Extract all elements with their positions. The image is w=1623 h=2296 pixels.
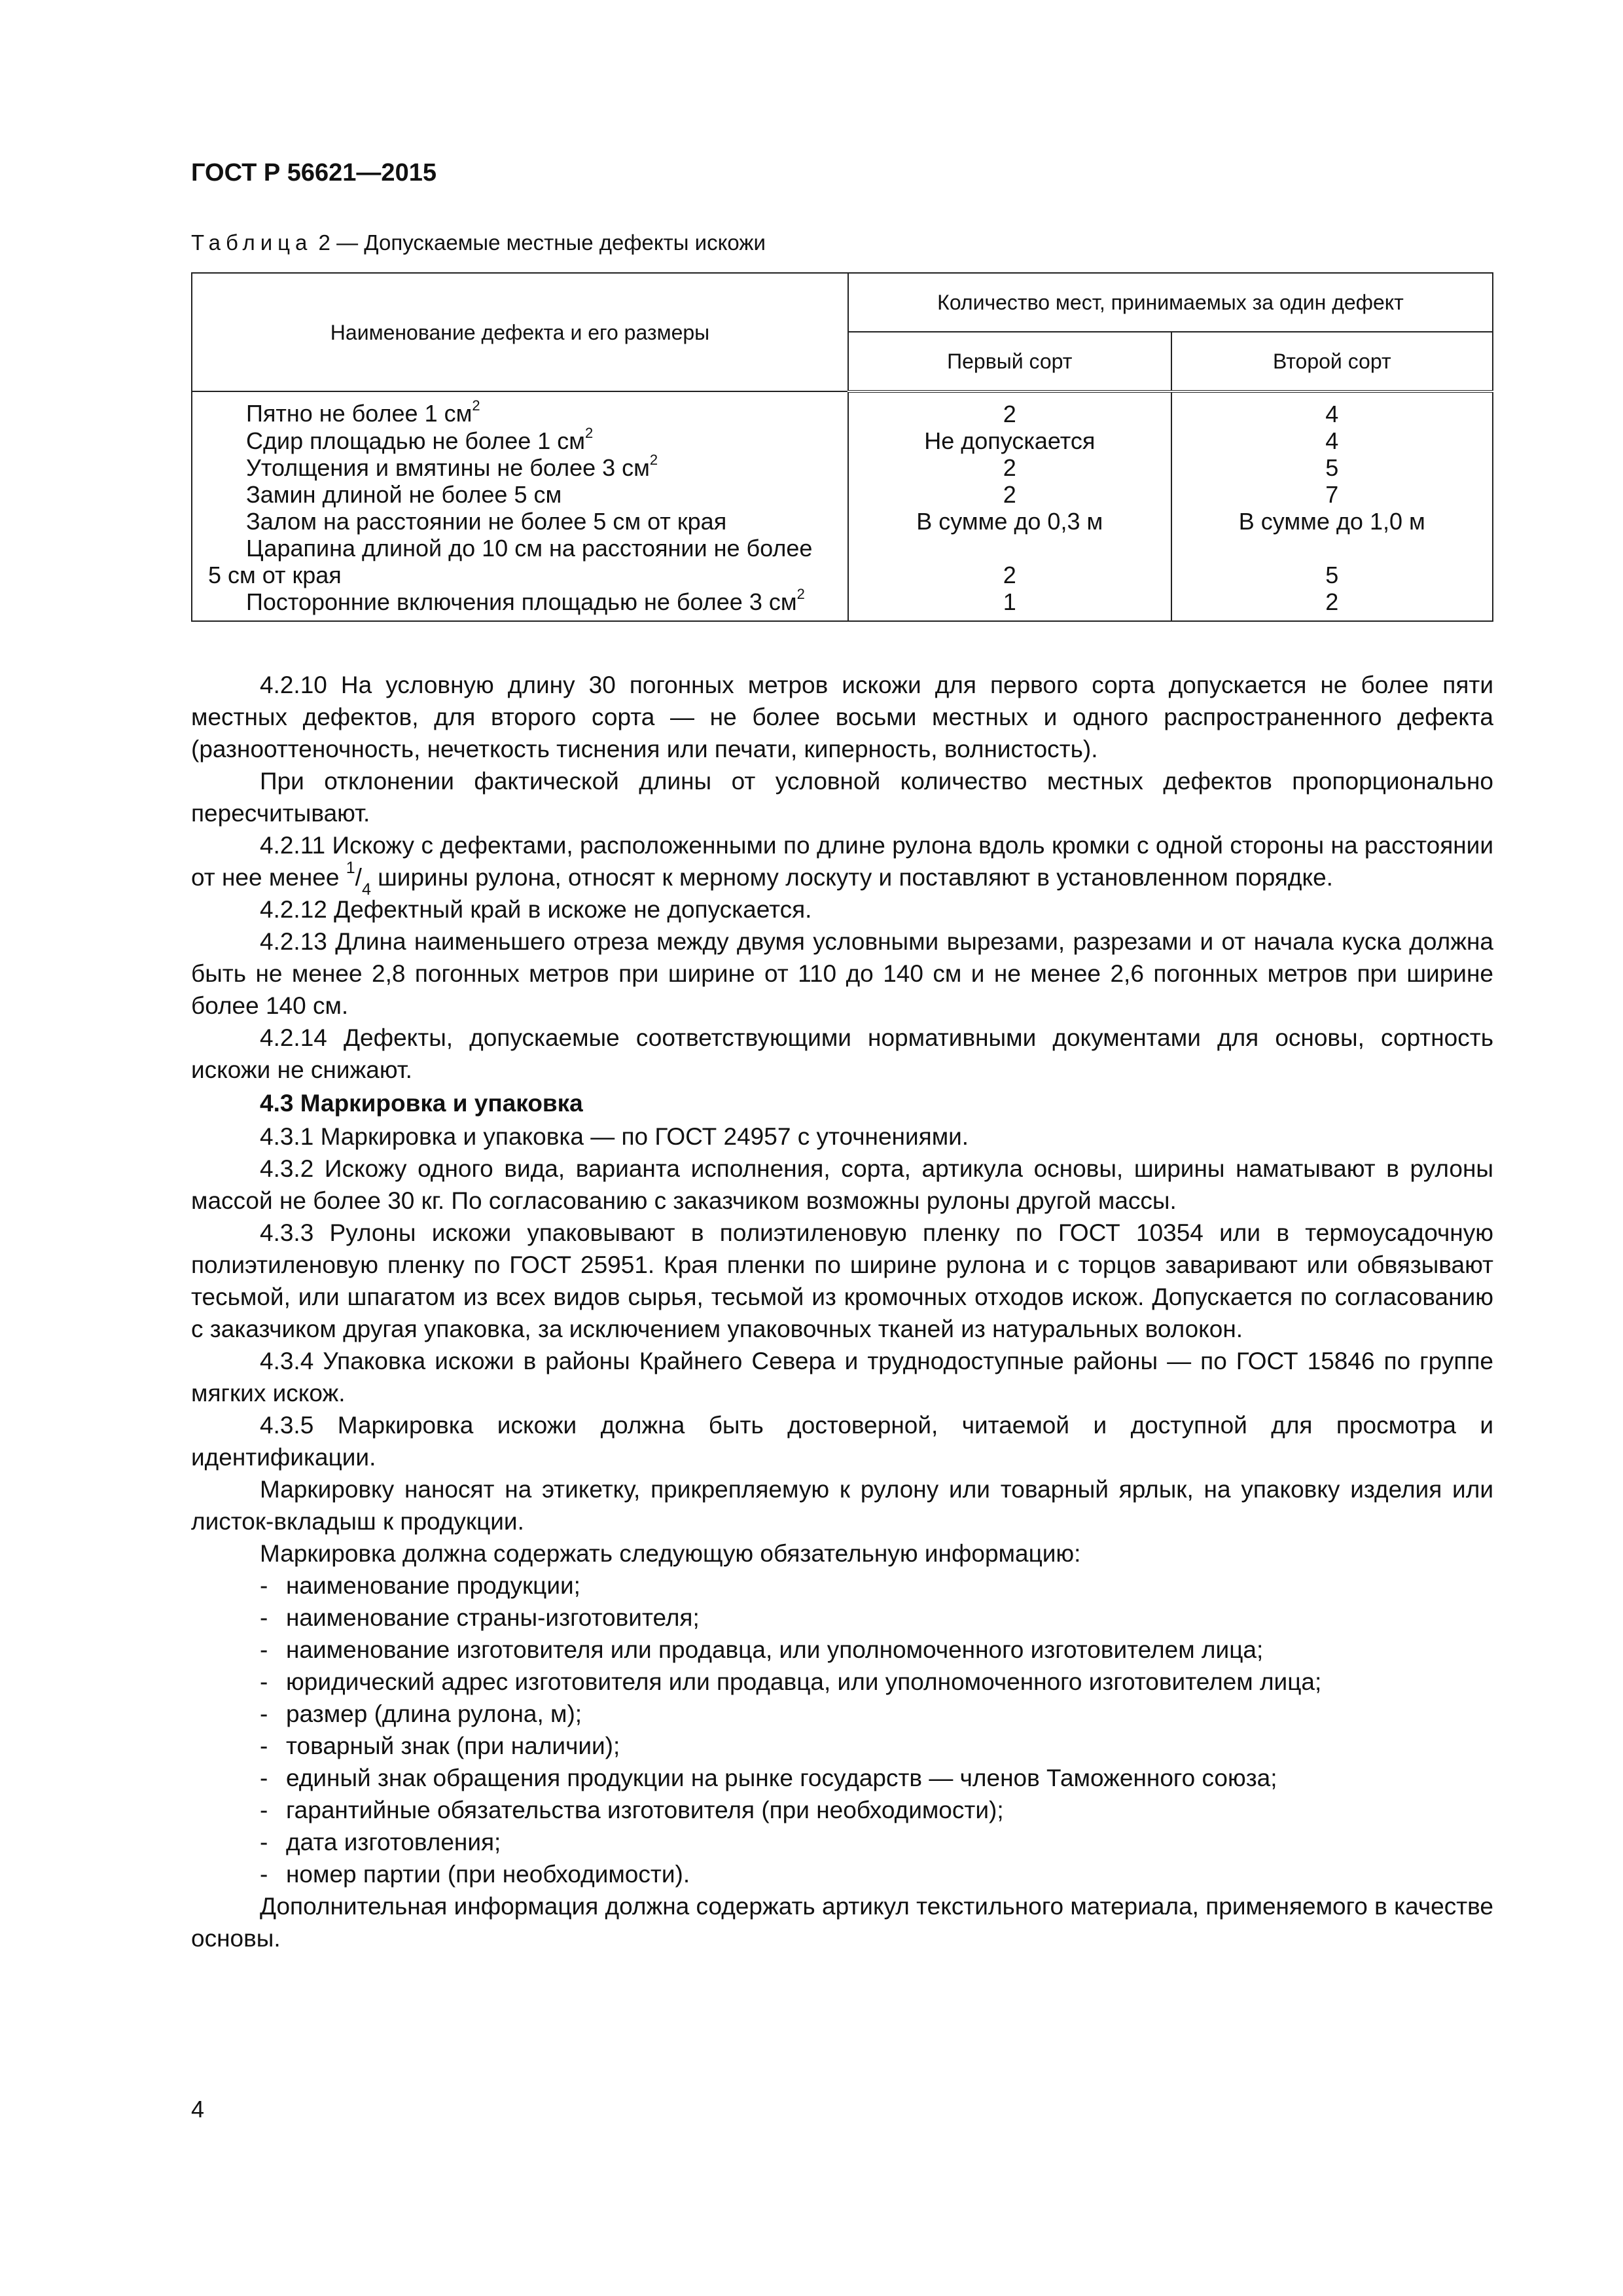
table-caption-word: Таблица bbox=[191, 230, 313, 255]
defect-name-cell: Замин длиной не более 5 см bbox=[192, 481, 848, 508]
second-grade-cell bbox=[1171, 535, 1493, 588]
table-row bbox=[192, 508, 1493, 535]
defect-name: Сдир площадью не более 1 см bbox=[246, 427, 586, 454]
fraction-one-quarter bbox=[346, 858, 371, 899]
paragraph-additional-info: Дополнительная информация должна содержать артикул текстильного материала, применяемого в качестве основы. bbox=[191, 1893, 1493, 1952]
second-grade-cell: В сумме до 1,0 м bbox=[1171, 508, 1493, 535]
paragraph-4-3-5: 4.3.5 Маркировка искожи должна быть достоверной, читаемой и доступной для просмотра и идентификации. bbox=[191, 1412, 1493, 1471]
defects-table bbox=[191, 272, 1493, 622]
body-text bbox=[191, 669, 1493, 1954]
list-dash: - bbox=[260, 1829, 268, 1856]
paragraph-4-2-11 bbox=[191, 829, 1493, 899]
list-item-text: гарантийные обязательства изготовителя (при необходимости); bbox=[286, 1797, 1004, 1823]
list-dash: - bbox=[260, 1861, 268, 1888]
list-item bbox=[191, 1570, 1493, 1602]
list-item-text: размер (длина рулона, м); bbox=[286, 1700, 582, 1727]
list-item-text: наименование продукции; bbox=[286, 1572, 580, 1599]
paragraph-4-3-1: 4.3.1 Маркировка и упаковка — по ГОСТ 24957 с уточнениями. bbox=[260, 1123, 969, 1150]
table-row bbox=[192, 535, 1493, 588]
second-grade-cell: 4 bbox=[1171, 427, 1493, 454]
table-row bbox=[192, 454, 1493, 481]
defect-name-cell bbox=[192, 454, 848, 481]
list-dash: - bbox=[260, 1700, 268, 1727]
table-row bbox=[192, 391, 1493, 427]
paragraph-text: 4.2.11 Искожу с дефектами, расположенными по длине рулона вдоль кромки с одной стороны на расстоянии от нее менее bbox=[191, 832, 1493, 891]
table-row bbox=[192, 588, 1493, 621]
table-row bbox=[192, 481, 1493, 508]
list-dash: - bbox=[260, 1636, 268, 1663]
list-item-text: юридический адрес изготовителя или продавца, или уполномоченного изготовителем лица; bbox=[286, 1668, 1322, 1695]
superscript: 2 bbox=[796, 586, 805, 602]
list-item bbox=[191, 1762, 1493, 1794]
first-grade-cell bbox=[848, 535, 1171, 588]
first-grade-cell: 2 bbox=[848, 481, 1171, 508]
list-dash: - bbox=[260, 1732, 268, 1759]
first-grade-cell: В сумме до 0,3 м bbox=[848, 508, 1171, 535]
superscript: 2 bbox=[585, 425, 594, 441]
fraction-denominator: 4 bbox=[361, 880, 371, 899]
list-item-text: номер партии (при необходимости). bbox=[286, 1861, 690, 1888]
paragraph-4-3-3: 4.3.3 Рулоны искожи упаковывают в полиэтиленовую пленку по ГОСТ 10354 или в термоусадочную полиэтиленовую пленку по ГОСТ 25951. Края пленки по ширине рулона и с торцов заваривают или обвязывают тесьмой, или шпагатом из всех видов сырья, тесьмой из кромочных отходов искож. Допускается по согласованию с заказчиком другая упаковка, за исключением упаковочных тканей из натуральных волокон. bbox=[191, 1219, 1493, 1342]
paragraph-4-2-13: 4.2.13 Длина наименьшего отреза между двумя условными вырезами, разрезами и от начала куска должна быть не менее 2,8 погонных метров при ширине от 110 до 140 см и не менее 2,6 погонных метров при ширине более 140 см. bbox=[191, 928, 1493, 1019]
list-item bbox=[191, 1698, 1493, 1730]
second-grade-cell: 4 bbox=[1171, 391, 1493, 427]
superscript: 2 bbox=[649, 452, 658, 468]
list-item bbox=[191, 1730, 1493, 1762]
table-caption-text: 2 — Допускаемые местные дефекты искожи bbox=[312, 230, 766, 255]
list-item bbox=[191, 1826, 1493, 1858]
column-header-defect-name: Наименование дефекта и его размеры bbox=[192, 273, 848, 391]
first-grade-cell: 1 bbox=[848, 588, 1171, 621]
paragraph-label-placement: Маркировку наносят на этикетку, прикрепляемую к рулону или товарный ярлык, на упаковку изделия или листок-вкладыш к продукции. bbox=[191, 1476, 1493, 1535]
list-item bbox=[191, 1858, 1493, 1890]
paragraph-4-3-4: 4.3.4 Упаковка искожи в районы Крайнего Севера и труднодоступные районы — по ГОСТ 15846 по группе мягких искож. bbox=[191, 1348, 1493, 1407]
list-item-text: дата изготовления; bbox=[286, 1829, 501, 1856]
list-dash: - bbox=[260, 1572, 268, 1599]
superscript: 2 bbox=[472, 397, 480, 414]
paragraph-required-info: Маркировка должна содержать следующую обязательную информацию: bbox=[260, 1540, 1081, 1567]
table-row bbox=[192, 427, 1493, 454]
column-header-count-group: Количество мест, принимаемых за один дефект bbox=[848, 273, 1493, 332]
second-grade-cell: 2 bbox=[1171, 588, 1493, 621]
list-item-text: товарный знак (при наличии); bbox=[286, 1732, 620, 1759]
column-header-second-grade: Второй сорт bbox=[1171, 332, 1493, 391]
first-grade-cell: Не допускается bbox=[848, 427, 1171, 454]
column-header-first-grade: Первый сорт bbox=[848, 332, 1171, 391]
fraction-slash: / bbox=[355, 864, 362, 891]
list-dash: - bbox=[260, 1797, 268, 1823]
paragraph-4-2-14: 4.2.14 Дефекты, допускаемые соответствующими нормативными документами для основы, сортность искожи не снижают. bbox=[191, 1024, 1493, 1083]
defect-name-cell bbox=[192, 427, 848, 454]
defect-name-line: Царапина длиной до 10 см на расстоянии не более bbox=[246, 535, 813, 562]
list-dash: - bbox=[260, 1668, 268, 1695]
paragraph-4-3-2: 4.3.2 Искожу одного вида, варианта исполнения, сорта, артикула основы, ширины наматывают в рулоны массой не более 30 кг. По согласованию с заказчиком возможны рулоны другой массы. bbox=[191, 1155, 1493, 1214]
list-item bbox=[191, 1666, 1493, 1698]
paragraph-deviation: При отклонении фактической длины от условной количество местных дефектов пропорционально пересчитывают. bbox=[191, 768, 1493, 827]
first-grade-cell: 2 bbox=[848, 391, 1171, 427]
first-grade-value: 2 bbox=[1003, 562, 1016, 588]
defect-name-line: 5 см от края bbox=[208, 562, 342, 588]
defect-name: Пятно не более 1 см bbox=[246, 400, 473, 427]
defect-name-cell bbox=[192, 588, 848, 621]
list-item bbox=[191, 1634, 1493, 1666]
defect-name-cell bbox=[192, 391, 848, 427]
second-grade-value: 5 bbox=[1325, 562, 1339, 588]
required-info-list bbox=[191, 1570, 1493, 1890]
list-item-text: наименование страны-изготовителя; bbox=[286, 1604, 700, 1631]
list-dash: - bbox=[260, 1765, 268, 1791]
list-dash: - bbox=[260, 1604, 268, 1631]
defect-name: Утолщения и вмятины не более 3 см bbox=[246, 454, 650, 481]
table-caption bbox=[191, 230, 766, 255]
defect-name-cell bbox=[192, 535, 848, 588]
defect-name: Посторонние включения площадью не более 3 см bbox=[246, 588, 797, 615]
list-item bbox=[191, 1602, 1493, 1634]
section-heading-4-3: 4.3 Маркировка и упаковка bbox=[260, 1090, 583, 1117]
list-item bbox=[191, 1794, 1493, 1826]
paragraph-text: ширины рулона, относят к мерному лоскуту и поставляют в установленном порядке. bbox=[370, 864, 1333, 891]
page-number: 4 bbox=[191, 2096, 205, 2123]
defect-name-cell: Залом на расстоянии не более 5 см от края bbox=[192, 508, 848, 535]
fraction-numerator: 1 bbox=[346, 858, 355, 877]
second-grade-cell: 7 bbox=[1171, 481, 1493, 508]
paragraph-4-2-12: 4.2.12 Дефектный край в искоже не допускается. bbox=[260, 896, 812, 923]
first-grade-cell: 2 bbox=[848, 454, 1171, 481]
document-code: ГОСТ Р 56621—2015 bbox=[191, 159, 437, 187]
list-item-text: единый знак обращения продукции на рынке государств — членов Таможенного союза; bbox=[286, 1765, 1277, 1791]
list-item-text: наименование изготовителя или продавца, или уполномоченного изготовителем лица; bbox=[286, 1636, 1264, 1663]
second-grade-cell: 5 bbox=[1171, 454, 1493, 481]
paragraph-4-2-10: 4.2.10 На условную длину 30 погонных метров искожи для первого сорта допускается не более пяти местных дефектов, для второго сорта — не более восьми местных и одного распространенного дефекта (разнооттеночность, нечеткость тиснения или печати, киперность, волнистость). bbox=[191, 672, 1493, 762]
